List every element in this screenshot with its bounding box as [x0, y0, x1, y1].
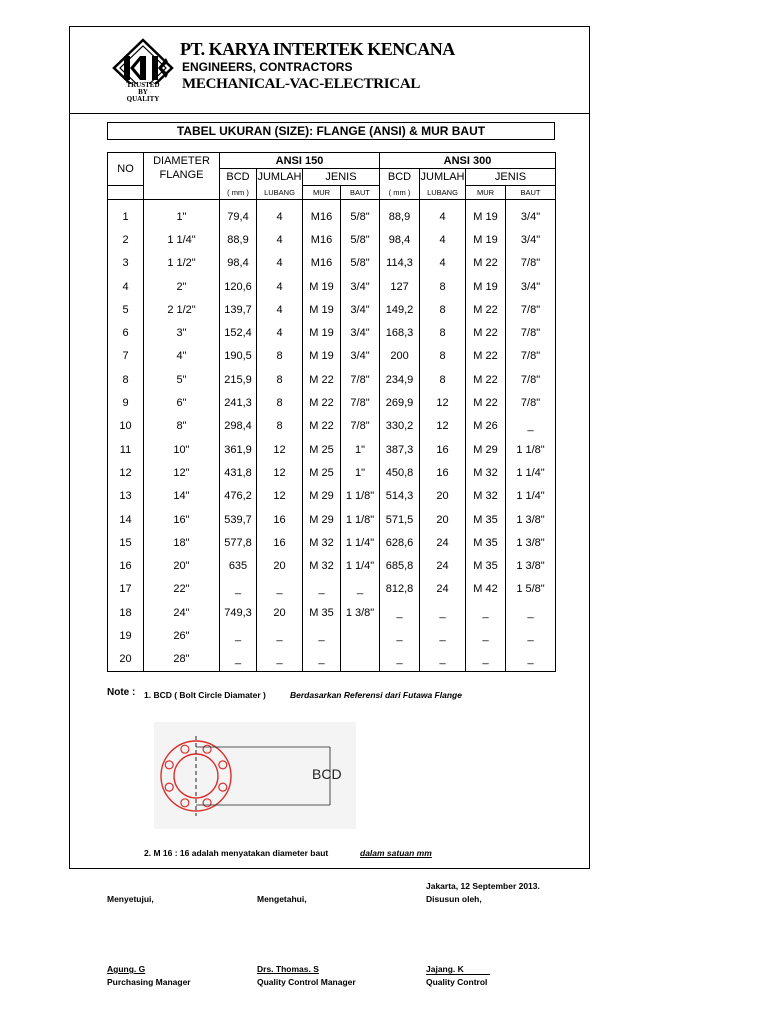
cell-jumlah-150: 16: [257, 508, 303, 531]
cell-flange-size: 14": [144, 485, 220, 508]
cell-baut-150: 5/8": [341, 228, 380, 251]
logo-text-line2: BY: [138, 88, 148, 96]
cell-flange-size: 1": [144, 200, 220, 229]
cell-jumlah-300: 20: [420, 485, 466, 508]
cell-mur-300: M 42: [466, 578, 506, 601]
cell-flange-size: 2 1/2": [144, 298, 220, 321]
cell-mur-150: M 19: [303, 298, 341, 321]
cell-baut-300: 3/4": [506, 200, 556, 229]
cell-jumlah-150: 4: [257, 200, 303, 229]
header-mm-300: ( mm ): [380, 186, 420, 200]
cell-jumlah-150: 8: [257, 345, 303, 368]
cell-baut-150: 1 1/8": [341, 508, 380, 531]
cell-baut-150: 3/4": [341, 275, 380, 298]
cell-no: 20: [108, 648, 144, 672]
table-row: [108, 531, 556, 554]
cell-mur-150: M 32: [303, 531, 341, 554]
note-1-text: 1. BCD ( Bolt Circle Diamater ): [144, 690, 266, 700]
header-ansi-150: ANSI 150: [220, 153, 380, 169]
cell-baut-300: _: [506, 601, 556, 624]
header-bcd-150: BCD: [220, 169, 257, 186]
cell-mur-300: M 19: [466, 228, 506, 251]
cell-mur-300: M 35: [466, 508, 506, 531]
cell-bcd-150: 635: [220, 554, 257, 577]
cell-baut-300: 1 3/8": [506, 554, 556, 577]
cell-bcd-150: 749,3: [220, 601, 257, 624]
cell-baut-300: 7/8": [506, 321, 556, 344]
header-no: NO: [108, 153, 144, 186]
cell-bcd-150: 88,9: [220, 228, 257, 251]
cell-no: 2: [108, 228, 144, 251]
note-2-text: 2. M 16 : 16 adalah menyatakan diameter baut: [144, 848, 329, 858]
cell-flange-size: 2": [144, 275, 220, 298]
cell-mur-150: M 25: [303, 461, 341, 484]
cell-mur-150: M16: [303, 200, 341, 229]
cell-bcd-150: 577,8: [220, 531, 257, 554]
cell-bcd-150: 152,4: [220, 321, 257, 344]
cell-mur-150: M 22: [303, 415, 341, 438]
cell-jumlah-150: 20: [257, 554, 303, 577]
cell-no: 7: [108, 345, 144, 368]
cell-jumlah-300: 24: [420, 531, 466, 554]
cell-baut-300: 1 1/4": [506, 461, 556, 484]
cell-baut-300: 1 1/8": [506, 438, 556, 461]
company-logo: [110, 38, 176, 102]
cell-bcd-150: _: [220, 624, 257, 647]
cell-no: 11: [108, 438, 144, 461]
cell-jumlah-300: _: [420, 601, 466, 624]
cell-jumlah-150: 12: [257, 485, 303, 508]
cell-mur-150: _: [303, 648, 341, 672]
cell-mur-150: M16: [303, 252, 341, 275]
cell-baut-300: 7/8": [506, 391, 556, 414]
header-jenis-300: JENIS: [466, 169, 556, 186]
cell-bcd-150: 190,5: [220, 345, 257, 368]
cell-bcd-300: _: [380, 624, 420, 647]
cell-bcd-150: 361,9: [220, 438, 257, 461]
cell-jumlah-150: 4: [257, 252, 303, 275]
cell-flange-size: 1 1/4": [144, 228, 220, 251]
cell-mur-150: M 29: [303, 508, 341, 531]
cell-jumlah-150: 12: [257, 461, 303, 484]
cell-bcd-150: 98,4: [220, 252, 257, 275]
cell-bcd-150: 120,6: [220, 275, 257, 298]
cell-jumlah-150: 4: [257, 298, 303, 321]
cell-flange-size: 10": [144, 438, 220, 461]
table-row: [108, 275, 556, 298]
cell-jumlah-150: 4: [257, 275, 303, 298]
cell-jumlah-300: 8: [420, 345, 466, 368]
cell-jumlah-300: 8: [420, 368, 466, 391]
header-baut-300: BAUT: [506, 186, 556, 200]
cell-jumlah-300: 12: [420, 415, 466, 438]
company-subtitle-mechanical: MECHANICAL-VAC-ELECTRICAL: [182, 76, 421, 92]
bcd-label: BCD: [312, 766, 342, 782]
cell-baut-300: 3/4": [506, 275, 556, 298]
cell-mur-300: M 22: [466, 345, 506, 368]
cell-bcd-150: _: [220, 578, 257, 601]
cell-baut-150: 1 1/4": [341, 554, 380, 577]
cell-baut-300: _: [506, 624, 556, 647]
cell-mur-300: M 22: [466, 252, 506, 275]
cell-mur-150: M16: [303, 228, 341, 251]
cell-baut-300: 1 3/8": [506, 508, 556, 531]
cell-bcd-300: 114,3: [380, 252, 420, 275]
cell-jumlah-300: 8: [420, 298, 466, 321]
cell-mur-150: M 19: [303, 321, 341, 344]
cell-flange-size: 20": [144, 554, 220, 577]
note-1-reference: Berdasarkan Referensi dari Futawa Flange: [290, 690, 462, 700]
cell-jumlah-150: 8: [257, 391, 303, 414]
cell-jumlah-150: 8: [257, 415, 303, 438]
cell-bcd-300: _: [380, 648, 420, 672]
signatory-name-3: Jajang. K: [426, 964, 490, 975]
label-acknowledged: Mengetahui,: [257, 894, 307, 904]
cell-bcd-150: 539,7: [220, 508, 257, 531]
table-body: [108, 200, 556, 672]
table-row: [108, 200, 556, 229]
cell-baut-150: _: [341, 578, 380, 601]
cell-mur-300: M 22: [466, 368, 506, 391]
cell-bcd-300: 88,9: [380, 200, 420, 229]
cell-jumlah-150: _: [257, 648, 303, 672]
cell-bcd-300: 168,3: [380, 321, 420, 344]
cell-bcd-300: 571,5: [380, 508, 420, 531]
note-label: Note :: [107, 687, 136, 698]
cell-no: 3: [108, 252, 144, 275]
header-jumlah-150: JUMLAH: [257, 169, 303, 186]
cell-flange-size: 5": [144, 368, 220, 391]
cell-mur-300: M 22: [466, 321, 506, 344]
cell-bcd-150: _: [220, 648, 257, 672]
bcd-diagram: [150, 718, 360, 833]
cell-bcd-150: 215,9: [220, 368, 257, 391]
cell-mur-150: M 29: [303, 485, 341, 508]
cell-bcd-300: 387,3: [380, 438, 420, 461]
cell-flange-size: 26": [144, 624, 220, 647]
cell-no: 6: [108, 321, 144, 344]
cell-flange-size: 12": [144, 461, 220, 484]
cell-bcd-300: 514,3: [380, 485, 420, 508]
cell-baut-300: 3/4": [506, 228, 556, 251]
cell-bcd-300: 149,2: [380, 298, 420, 321]
cell-no: 14: [108, 508, 144, 531]
cell-baut-300: 7/8": [506, 298, 556, 321]
label-prepared: Disusun oleh,: [426, 894, 482, 904]
header-ansi-300: ANSI 300: [380, 153, 556, 169]
cell-baut-150: 7/8": [341, 415, 380, 438]
table-title: TABEL UKURAN (SIZE): FLANGE (ANSI) & MUR BAUT: [107, 122, 555, 140]
header-jenis-150: JENIS: [303, 169, 380, 186]
header-divider: [69, 113, 590, 114]
signatory-name-1: Agung. G: [107, 964, 146, 974]
cell-no: 5: [108, 298, 144, 321]
cell-no: 8: [108, 368, 144, 391]
company-subtitle-engineers: ENGINEERS, CONTRACTORS: [182, 60, 353, 74]
cell-jumlah-300: 24: [420, 578, 466, 601]
cell-bcd-300: 685,8: [380, 554, 420, 577]
cell-jumlah-300: 8: [420, 275, 466, 298]
header-lubang-150: LUBANG: [257, 186, 303, 200]
table-row: [108, 461, 556, 484]
table-row: [108, 298, 556, 321]
cell-no: 17: [108, 578, 144, 601]
header-mur-300: MUR: [466, 186, 506, 200]
cell-mur-150: M 22: [303, 391, 341, 414]
cell-mur-300: M 32: [466, 461, 506, 484]
cell-mur-300: M 26: [466, 415, 506, 438]
cell-jumlah-150: _: [257, 624, 303, 647]
cell-baut-150: 1": [341, 461, 380, 484]
cell-baut-300: 7/8": [506, 345, 556, 368]
table-row: [108, 554, 556, 577]
cell-jumlah-300: 4: [420, 252, 466, 275]
cell-mur-150: _: [303, 578, 341, 601]
cell-mur-300: M 35: [466, 531, 506, 554]
table-row: [108, 438, 556, 461]
note-2-unit: dalam satuan mm: [360, 848, 432, 858]
cell-jumlah-150: _: [257, 578, 303, 601]
cell-baut-300: 1 5/8": [506, 578, 556, 601]
cell-mur-300: _: [466, 648, 506, 672]
header-diameter: DIAMETER: [144, 153, 220, 169]
cell-mur-300: M 35: [466, 554, 506, 577]
header-baut-150: BAUT: [341, 186, 380, 200]
cell-mur-150: M 32: [303, 554, 341, 577]
cell-bcd-150: 298,4: [220, 415, 257, 438]
cell-no: 9: [108, 391, 144, 414]
document-date: Jakarta, 12 September 2013.: [426, 881, 540, 891]
cell-bcd-150: 241,3: [220, 391, 257, 414]
cell-mur-150: M 25: [303, 438, 341, 461]
cell-jumlah-300: 16: [420, 461, 466, 484]
cell-no: 16: [108, 554, 144, 577]
table-row: [108, 624, 556, 647]
table-row: [108, 578, 556, 601]
table-row: [108, 508, 556, 531]
cell-no: 15: [108, 531, 144, 554]
cell-baut-150: 3/4": [341, 321, 380, 344]
cell-jumlah-150: 4: [257, 321, 303, 344]
cell-no: 1: [108, 200, 144, 229]
label-approved: Menyetujui,: [107, 894, 154, 904]
cell-jumlah-300: 8: [420, 321, 466, 344]
cell-baut-150: 1": [341, 438, 380, 461]
cell-flange-size: 16": [144, 508, 220, 531]
cell-bcd-150: 139,7: [220, 298, 257, 321]
cell-flange-size: 1 1/2": [144, 252, 220, 275]
cell-bcd-300: 330,2: [380, 415, 420, 438]
cell-baut-150: 1 3/8": [341, 601, 380, 624]
header-mm-150: ( mm ): [220, 186, 257, 200]
cell-no: 12: [108, 461, 144, 484]
cell-baut-150: 3/4": [341, 298, 380, 321]
signatory-title-1: Purchasing Manager: [107, 977, 191, 987]
cell-baut-300: 7/8": [506, 368, 556, 391]
table-row: [108, 485, 556, 508]
table-row: [108, 648, 556, 672]
cell-flange-size: 8": [144, 415, 220, 438]
cell-mur-300: M 19: [466, 200, 506, 229]
cell-baut-300: _: [506, 648, 556, 672]
cell-flange-size: 3": [144, 321, 220, 344]
cell-bcd-150: 476,2: [220, 485, 257, 508]
header-bcd-300: BCD: [380, 169, 420, 186]
cell-bcd-300: 127: [380, 275, 420, 298]
cell-bcd-300: 234,9: [380, 368, 420, 391]
signatory-title-2: Quality Control Manager: [257, 977, 356, 987]
cell-baut-300: 1 1/4": [506, 485, 556, 508]
cell-no: 10: [108, 415, 144, 438]
cell-mur-300: M 22: [466, 298, 506, 321]
logo-text-line1: TRUSTED: [126, 81, 160, 89]
cell-jumlah-300: 24: [420, 554, 466, 577]
header-mur-150: MUR: [303, 186, 341, 200]
cell-baut-300: 1 3/8": [506, 531, 556, 554]
cell-jumlah-150: 8: [257, 368, 303, 391]
cell-baut-150: 1 1/4": [341, 531, 380, 554]
cell-mur-300: _: [466, 624, 506, 647]
cell-no: 4: [108, 275, 144, 298]
table-row: [108, 601, 556, 624]
cell-mur-300: M 22: [466, 391, 506, 414]
cell-jumlah-300: _: [420, 624, 466, 647]
cell-no: 19: [108, 624, 144, 647]
cell-bcd-300: 269,9: [380, 391, 420, 414]
header-jumlah-300: JUMLAH: [420, 169, 466, 186]
cell-flange-size: 24": [144, 601, 220, 624]
table-row: [108, 321, 556, 344]
cell-baut-150: 1 1/8": [341, 485, 380, 508]
cell-baut-150: 7/8": [341, 391, 380, 414]
table-row: [108, 415, 556, 438]
cell-mur-300: M 29: [466, 438, 506, 461]
table-row: [108, 228, 556, 251]
cell-flange-size: 18": [144, 531, 220, 554]
table-row: [108, 368, 556, 391]
cell-jumlah-300: 4: [420, 228, 466, 251]
cell-flange-size: 28": [144, 648, 220, 672]
table-row: [108, 391, 556, 414]
cell-jumlah-300: _: [420, 648, 466, 672]
cell-mur-300: M 19: [466, 275, 506, 298]
cell-flange-size: 4": [144, 345, 220, 368]
cell-jumlah-300: 20: [420, 508, 466, 531]
cell-bcd-300: _: [380, 601, 420, 624]
cell-jumlah-300: 12: [420, 391, 466, 414]
cell-mur-150: M 19: [303, 275, 341, 298]
cell-jumlah-150: 20: [257, 601, 303, 624]
cell-bcd-300: 98,4: [380, 228, 420, 251]
company-name: PT. KARYA INTERTEK KENCANA: [180, 39, 455, 59]
cell-baut-150: 7/8": [341, 368, 380, 391]
cell-jumlah-150: 12: [257, 438, 303, 461]
cell-baut-150: 5/8": [341, 200, 380, 229]
cell-mur-150: _: [303, 624, 341, 647]
cell-baut-150: [341, 648, 380, 672]
cell-flange-size: 22": [144, 578, 220, 601]
cell-mur-300: M 32: [466, 485, 506, 508]
table-row: [108, 252, 556, 275]
cell-jumlah-150: 16: [257, 531, 303, 554]
cell-jumlah-300: 16: [420, 438, 466, 461]
cell-baut-300: 7/8": [506, 252, 556, 275]
cell-baut-150: 3/4": [341, 345, 380, 368]
cell-bcd-150: 79,4: [220, 200, 257, 229]
cell-bcd-300: 200: [380, 345, 420, 368]
cell-baut-150: [341, 624, 380, 647]
table-row: [108, 345, 556, 368]
cell-jumlah-300: 4: [420, 200, 466, 229]
cell-bcd-300: 812,8: [380, 578, 420, 601]
cell-mur-150: M 35: [303, 601, 341, 624]
cell-no: 13: [108, 485, 144, 508]
header-lubang-300: LUBANG: [420, 186, 466, 200]
cell-bcd-300: 450,8: [380, 461, 420, 484]
signatory-title-3: Quality Control: [426, 977, 488, 987]
cell-baut-300: _: [506, 415, 556, 438]
header-flange: FLANGE: [144, 169, 220, 200]
cell-bcd-150: 431,8: [220, 461, 257, 484]
cell-mur-150: M 19: [303, 345, 341, 368]
header-no-blank: [108, 186, 144, 200]
cell-no: 18: [108, 601, 144, 624]
cell-mur-300: _: [466, 601, 506, 624]
cell-mur-150: M 22: [303, 368, 341, 391]
logo-text-line3: QUALITY: [126, 95, 160, 102]
cell-flange-size: 6": [144, 391, 220, 414]
cell-baut-150: 5/8": [341, 252, 380, 275]
flange-size-table: [107, 152, 556, 672]
cell-jumlah-150: 4: [257, 228, 303, 251]
cell-bcd-300: 628,6: [380, 531, 420, 554]
signatory-name-2: Drs. Thomas. S: [257, 964, 319, 974]
